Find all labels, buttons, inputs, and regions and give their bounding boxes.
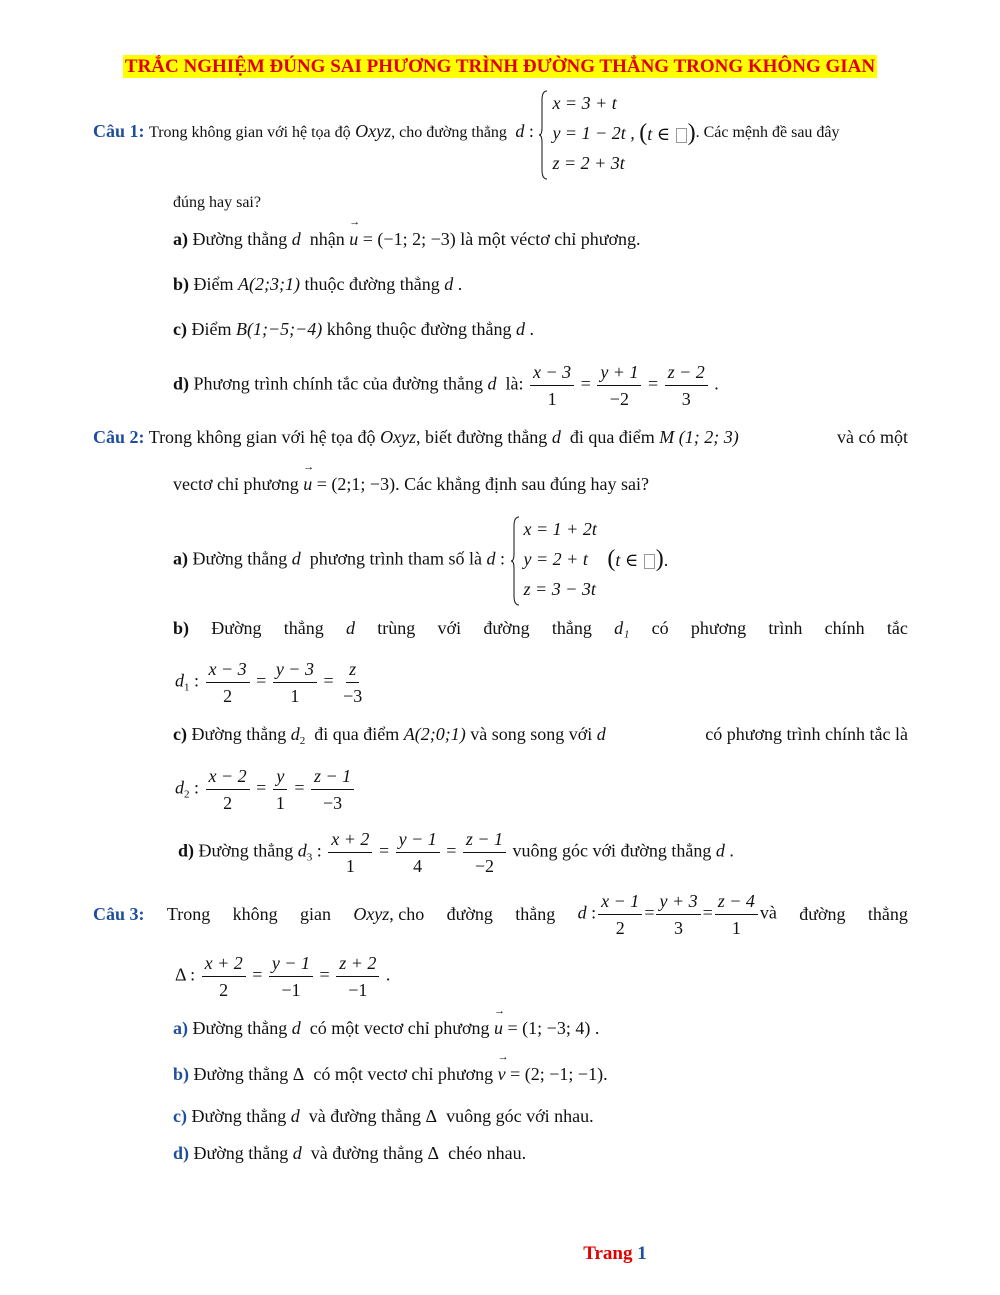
fraction: $\frac{x + 2}{2}$ bbox=[202, 952, 246, 1001]
q2-system: x = 1 + 2t y = 2 + t z = 3 − 3t bbox=[510, 514, 597, 604]
q2-label: Câu 2: bbox=[93, 427, 145, 447]
fraction: $\frac{x - 3}{1}$ bbox=[530, 361, 574, 410]
page-title: TRẮC NGHIỆM ĐÚNG SAI PHƯƠNG TRÌNH ĐƯỜNG THẲNG TRONG KHÔNG GIAN bbox=[124, 56, 876, 77]
q1-header: Câu 1: Trong không gian với hệ tọa độ Oxyz, cho đường thẳng d : x = 3 + t y = 1 − 2t , z = 2 + 3t (t ∈ ). Các mệnh đề sau đây bbox=[93, 88, 840, 178]
document-page: TRẮC NGHIỆM ĐÚNG SAI PHƯƠNG TRÌNH ĐƯỜNG THẲNG TRONG KHÔNG GIAN Câu 1: Trong không gian với hệ tọa độ Oxyz, cho đường thẳng d : x = 3 + t y = 1 − 2t , z = 2 + 3t (t ∈ ). Các mệnh đề sau đây đúng hay sai? a) Đường thẳng d nhận → u = (−1; 2; −3) là một véctơ chỉ phương. b) Điểm A(2;3;1) thuộc đường thẳng d . c) Điểm B(1;−5;−4) không thuộc đường thẳng d . d) Phương trình chính tắc của đường thẳng d là: $\frac{x - 3}{1}$ = $\frac{y + 1}{-2}$ = $\frac{z - 2}{3}$ . Câu 2: Trong không gian với hệ tọa độ Oxyz, biết đường thẳng d đi qua điểm M (1; 2; 3) và có một vectơ chỉ phương → u = (2;1; −3). Các khẳng định sau đúng hay sai? a) Đường thẳng d phương trình tham số là d : x = 1 + 2t y = 2 + t z = 3 − 3t (t ∈ ). b) Đường thẳng d trùng với đường thẳng d₁ có phương trình chính tắc $d_1$ : $\frac{x - 3}{2}$ = $\frac{y - 3}{1}$ = $\frac{z}{-3}$ c) Đường thẳng $d_2$ đi qua điểm A(2;0;1) và song song với d có phương trình chính tắc là $d_2$ : $\frac{x - 2}{2}$ = $\frac{y}{1}$ = $\frac{z - 1}{-3}$ d) Đường thẳng $d_3$ : $\frac{x + 2}{1}$ = $\frac{y - 1}{4}$ = $\frac{z - 1}{-2}$ vuông góc với đường thẳng d . Câu 3: Trong không gian Oxyz, cho đường thẳng d : $\frac{x - 1}{2}$ = $\frac{y + 3}{3}$ = $\frac{z - 4}{1}$ và đường thẳng Δ : $\frac{x + 2}{2}$ = $\frac{y - 1}{-1}$ = $\frac{z + 2}{-1}$ . a) Đường thẳng d có một vectơ chỉ phương → u = (1; −3; 4) . b) Đường thẳng Δ có một vectơ chỉ phương → v = (2; −1; −1). c) Đường thẳng d và đường thẳng Δ vuông góc với nhau. d) Đường thẳng d và đường thẳng Δ chéo nhau. Trang 1 bbox=[0, 0, 1000, 1295]
fraction: $\frac{z - 2}{3}$ bbox=[665, 361, 708, 410]
fraction: $\frac{y + 3}{3}$ bbox=[656, 890, 700, 939]
q3-label: Câu 3: bbox=[93, 904, 145, 924]
fraction: $\frac{z - 1}{-2}$ bbox=[463, 828, 506, 877]
q3-header: Câu 3: Trong không gian Oxyz, cho đường thẳng d : $\frac{x - 1}{2}$ = $\frac{y + 3}{3}$ = $\frac{z - 4}{1}$ và đường thẳng bbox=[93, 891, 908, 938]
page-number: 1 bbox=[637, 1243, 647, 1264]
q1-system: x = 3 + t y = 1 − 2t , z = 2 + 3t bbox=[538, 88, 634, 178]
fraction: $\frac{z - 1}{-3}$ bbox=[311, 765, 354, 814]
q3-option-b: b) Đường thẳng Δ có một vectơ chỉ phương → v = (2; −1; −1). bbox=[173, 1064, 608, 1085]
fraction: $\frac{x - 1}{2}$ bbox=[598, 890, 642, 939]
q2-option-d: d) Đường thẳng $d_3$ : $\frac{x + 2}{1}$ = $\frac{y - 1}{4}$ = $\frac{z - 1}{-2}$ vuông góc với đường thẳng d . bbox=[178, 829, 734, 876]
q1-option-c: c) Điểm B(1;−5;−4) không thuộc đường thẳng d . bbox=[173, 319, 535, 339]
page-footer: Trang 1 bbox=[583, 1243, 647, 1264]
fraction: $\frac{z + 2}{-1}$ bbox=[336, 952, 379, 1001]
q2-option-b: b) Đường thẳng d trùng với đường thẳng d₁ có phương trình chính tắc bbox=[173, 618, 908, 638]
q2-option-c: c) Đường thẳng $d_2$ đi qua điểm A(2;0;1) và song song với d có phương trình chính tắc là bbox=[173, 724, 908, 747]
q1-option-d: d) Phương trình chính tắc của đường thẳng d là: $\frac{x - 3}{1}$ = $\frac{y + 1}{-2}$ = $\frac{z - 2}{3}$ . bbox=[173, 362, 719, 409]
q2-option-a: a) Đường thẳng d phương trình tham số là d : x = 1 + 2t y = 2 + t z = 3 − 3t (t ∈ ). bbox=[173, 514, 668, 604]
q3-delta-equation: Δ : $\frac{x + 2}{2}$ = $\frac{y - 1}{-1}$ = $\frac{z + 2}{-1}$ . bbox=[175, 953, 391, 1000]
q3-option-c: c) Đường thẳng d và đường thẳng Δ vuông góc với nhau. bbox=[173, 1106, 594, 1126]
fraction: $\frac{x - 2}{2}$ bbox=[206, 765, 250, 814]
q2-option-b-equation: $d_1$ : $\frac{x - 3}{2}$ = $\frac{y - 3}{1}$ = $\frac{z}{-3}$ bbox=[175, 658, 367, 707]
fraction: $\frac{y}{1}$ bbox=[273, 765, 288, 814]
fraction: $\frac{z - 4}{1}$ bbox=[715, 890, 758, 939]
q2-option-c-equation: $d_2$ : $\frac{x - 2}{2}$ = $\frac{y}{1}$ = $\frac{z - 1}{-3}$ bbox=[175, 765, 356, 814]
q2-header-line2: vectơ chỉ phương → u = (2;1; −3). Các khẳng định sau đúng hay sai? bbox=[173, 474, 649, 495]
q1-option-a: a) Đường thẳng d nhận → u = (−1; 2; −3) là một véctơ chỉ phương. bbox=[173, 229, 640, 250]
fraction: $\frac{x + 2}{1}$ bbox=[328, 828, 372, 877]
q2-header: Câu 2: Trong không gian với hệ tọa độ Oxyz, biết đường thẳng d đi qua điểm M (1; 2; 3) và có một bbox=[93, 427, 908, 447]
q1-label: Câu 1: bbox=[93, 121, 145, 142]
q3-option-a: a) Đường thẳng d có một vectơ chỉ phương → u = (1; −3; 4) . bbox=[173, 1018, 599, 1039]
fraction: $\frac{y - 3}{1}$ bbox=[273, 658, 317, 707]
fraction: $\frac{x - 3}{2}$ bbox=[206, 658, 250, 707]
fraction: $\frac{y - 1}{-1}$ bbox=[269, 952, 313, 1001]
q1-option-b: b) Điểm A(2;3;1) thuộc đường thẳng d . bbox=[173, 274, 463, 294]
fraction: $\frac{y - 1}{4}$ bbox=[396, 828, 440, 877]
fraction: $\frac{z}{-3}$ bbox=[343, 659, 363, 706]
q3-option-d: d) Đường thẳng d và đường thẳng Δ chéo nhau. bbox=[173, 1143, 527, 1163]
fraction: $\frac{y + 1}{-2}$ bbox=[597, 361, 641, 410]
